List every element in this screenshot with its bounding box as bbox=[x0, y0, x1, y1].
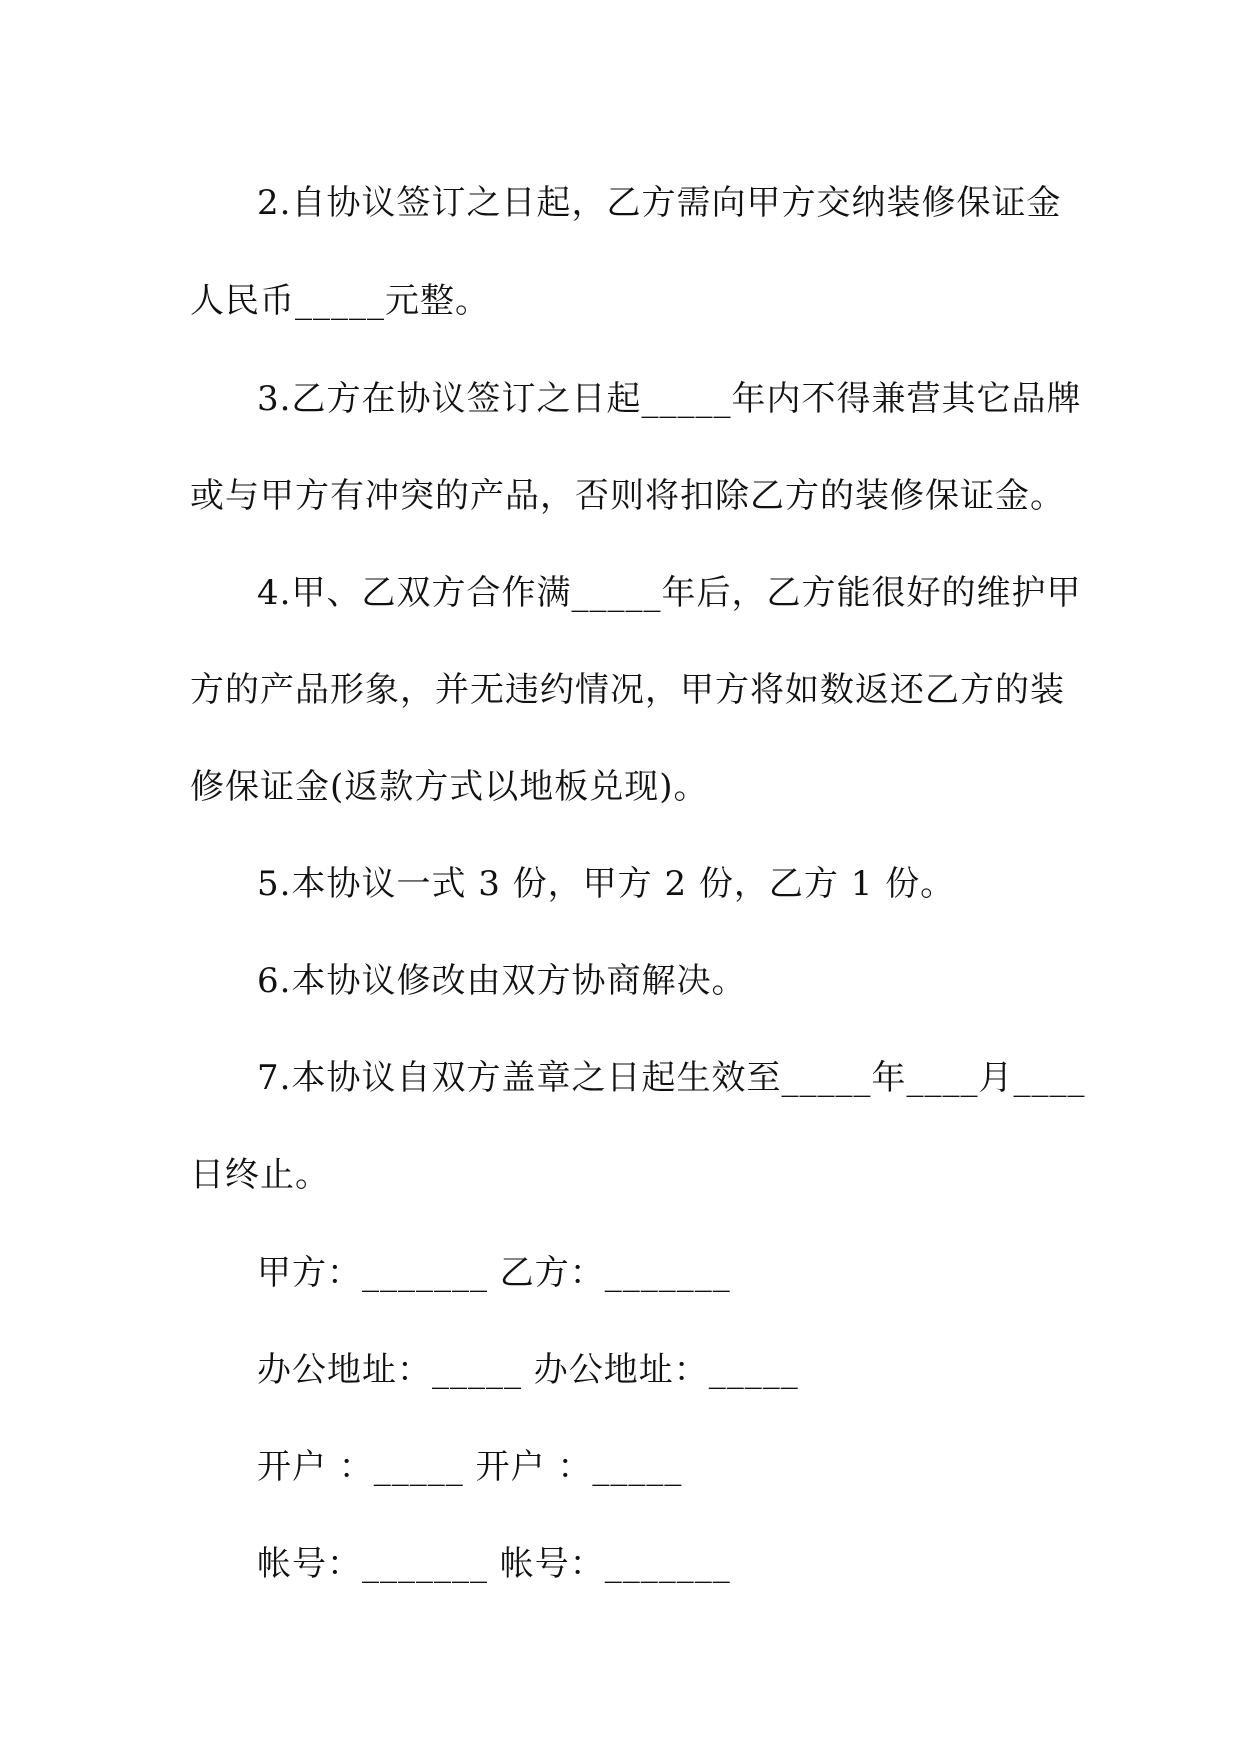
clause-4-line-2: 方的产品形象，并无违约情况，甲方将如数返还乙方的装 bbox=[190, 670, 1065, 710]
clause-4-line-3: 修保证金(返款方式以地板兑现)。 bbox=[190, 767, 709, 807]
clause-6: 6.本协议修改由双方协商解决。 bbox=[257, 961, 747, 1001]
clause-7-line-2: 日终止。 bbox=[190, 1155, 330, 1195]
signature-account-row: 帐号：_______ 帐号：_______ bbox=[257, 1544, 731, 1584]
clause-2-line-2: 人民币_____元整。 bbox=[190, 281, 490, 321]
clause-4-line-1: 4.甲、乙双方合作满_____年后，乙方能很好的维护甲 bbox=[257, 573, 1082, 613]
clause-3-line-1: 3.乙方在协议签订之日起_____年内不得兼营其它品牌 bbox=[257, 379, 1082, 419]
signature-bank-row: 开户 ：_____ 开户 ：_____ bbox=[257, 1447, 683, 1487]
signature-address-row: 办公地址：_____ 办公地址：_____ bbox=[257, 1350, 799, 1390]
clause-2-line-1: 2.自协议签订之日起，乙方需向甲方交纳装修保证金 bbox=[257, 183, 1062, 223]
clause-5: 5.本协议一式 3 份，甲方 2 份，乙方 1 份。 bbox=[257, 864, 956, 904]
signature-party-row: 甲方：_______ 乙方：_______ bbox=[257, 1253, 731, 1293]
clause-7-line-1: 7.本协议自双方盖章之日起生效至_____年____月____ bbox=[257, 1058, 1086, 1098]
clause-3-line-2: 或与甲方有冲突的产品，否则将扣除乙方的装修保证金。 bbox=[190, 476, 1065, 516]
